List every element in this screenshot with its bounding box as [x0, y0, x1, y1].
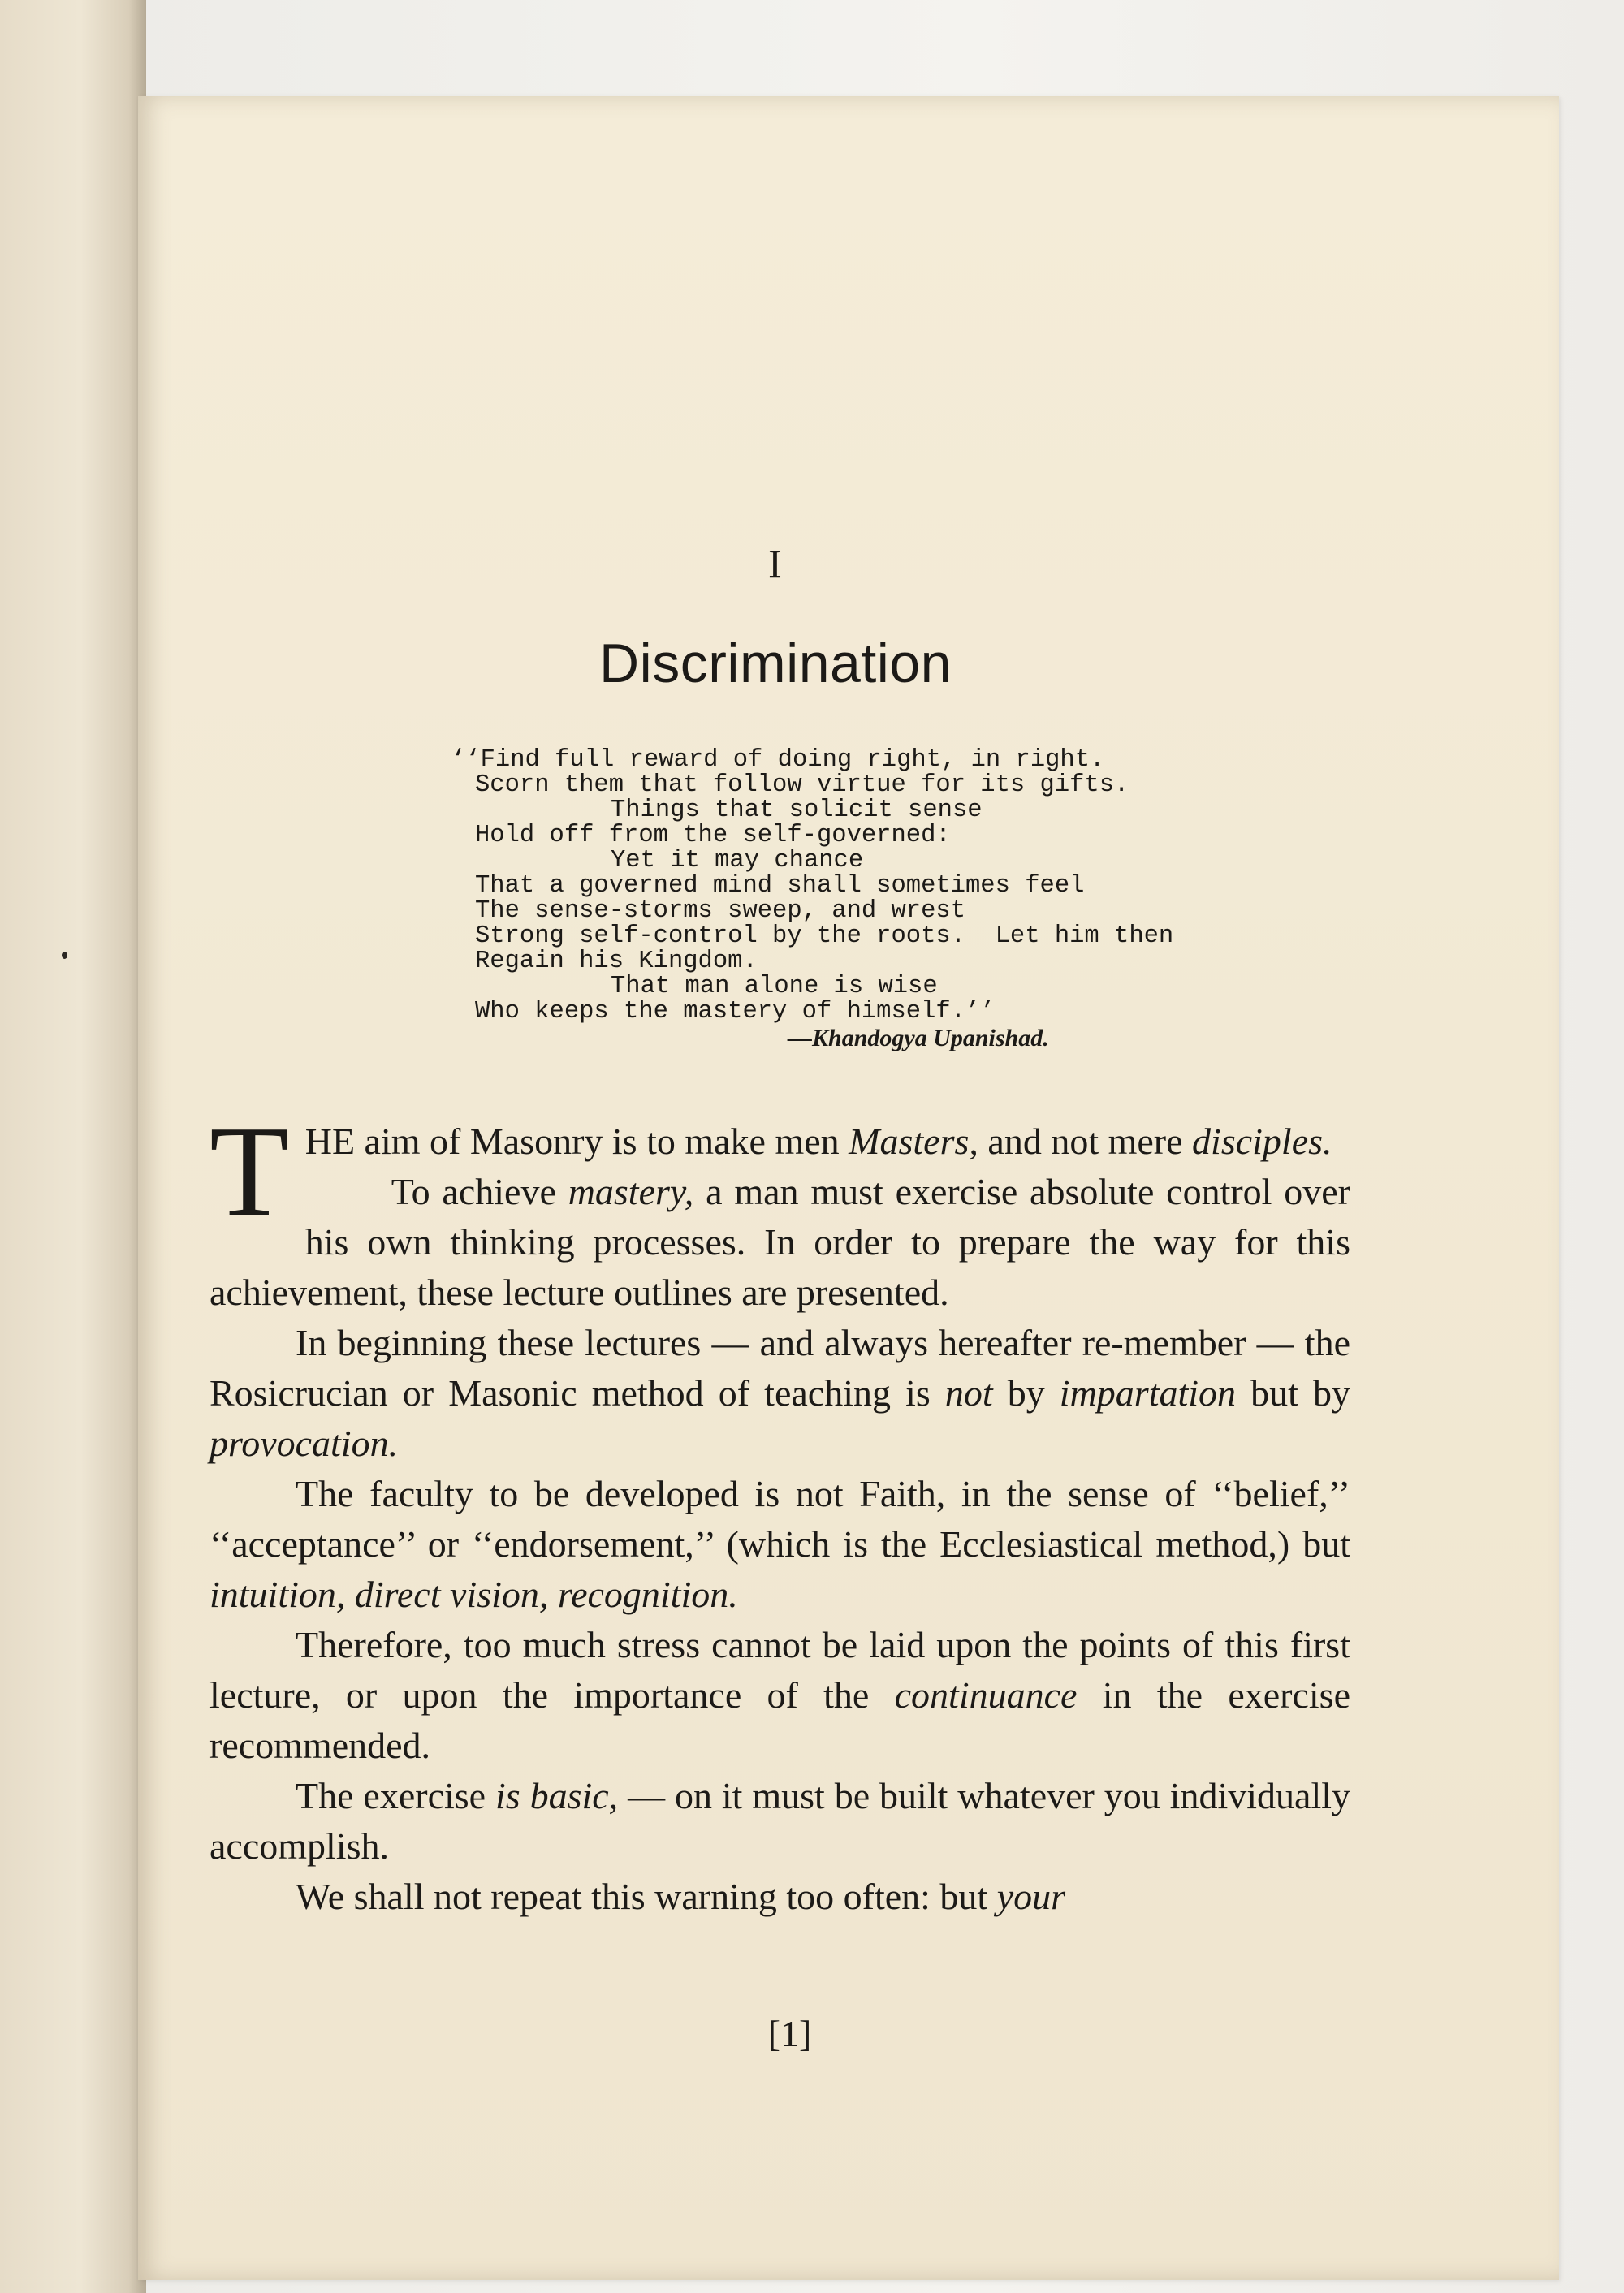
paragraph	[209, 1318, 1350, 1469]
epigraph-attribution: —Khandogya Upanishad.	[788, 1025, 1049, 1051]
text-run: The faculty to be developed is not Faith, in the sense of ‘‘belief,’’ ‘‘acceptance’’ or ‘‘endorsement,’’ (which is the Ecclesiastical method,) but	[209, 1473, 1350, 1565]
paragraph	[209, 1167, 1350, 1318]
italic-text: not	[944, 1372, 993, 1414]
text-run: in the exercise recommended.	[209, 1674, 1350, 1766]
epigraph-line: ‘‘Find full reward of doing right, in right.	[451, 746, 1105, 774]
text-run: HE aim of Masonry is to make men	[304, 1121, 849, 1162]
paragraph	[209, 1771, 1350, 1872]
epigraph-line: Regain his Kingdom.	[475, 948, 758, 975]
italic-text: is basic,	[495, 1775, 619, 1816]
epigraph-line: Hold off from the self-governed:	[475, 822, 951, 849]
epigraph-line: Who keeps the mastery of himself.’’	[475, 998, 996, 1026]
italic-text: disciples.	[1192, 1121, 1332, 1162]
epigraph-line: That man alone is wise	[611, 973, 938, 1000]
paragraph	[209, 1620, 1350, 1771]
italic-text: continuance	[894, 1674, 1078, 1716]
chapter-number: I	[768, 541, 783, 586]
text-run: To achieve	[391, 1171, 568, 1212]
text-run: but by	[1236, 1372, 1350, 1414]
body-text	[209, 1099, 1350, 1922]
text-run: and not mere	[978, 1121, 1193, 1162]
epigraph-line: Scorn them that follow virtue for its gifts.	[475, 771, 1129, 799]
chapter-title: Discrimination	[599, 633, 952, 694]
left-page-edge	[0, 0, 146, 2293]
ink-speck	[62, 952, 67, 959]
epigraph-line: Things that solicit sense	[611, 797, 983, 824]
italic-text: intuition, direct vision, recognition.	[209, 1574, 738, 1615]
paragraph	[209, 1872, 1350, 1922]
text-run: We shall not repeat this warning too often: but	[296, 1876, 997, 1917]
epigraph-line: Yet it may chance	[611, 847, 864, 874]
text-run: The exercise	[296, 1775, 495, 1816]
italic-text: impartation	[1059, 1372, 1237, 1414]
text-run: In beginning these lectures — and always hereafter re-member — the Rosicrucian or Masonic method of teaching is	[209, 1322, 1350, 1414]
italic-text: Masters,	[849, 1121, 978, 1162]
italic-text: your	[996, 1876, 1066, 1917]
text-run: by	[992, 1372, 1060, 1414]
epigraph-line: That a governed mind shall sometimes feel	[475, 872, 1085, 900]
drop-cap: T	[209, 1099, 289, 1243]
epigraph-line: The sense-storms sweep, and wrest	[475, 897, 965, 925]
epigraph-line: Strong self-control by the roots. Let him then	[475, 922, 1174, 950]
text-run: a man must exercise absolute control over his own thinking processes. In order to prepare the way for this achievement, these lecture outlines are presented.	[209, 1171, 1350, 1313]
paragraph	[209, 1469, 1350, 1620]
page-number: [1]	[767, 2013, 812, 2054]
text-run: Therefore, too much stress cannot be laid upon the points of this first lecture, or upon the importance of the	[209, 1624, 1350, 1716]
italic-text: mastery,	[568, 1171, 694, 1212]
italic-text: provocation.	[209, 1423, 399, 1464]
text-run: — on it must be built whatever you individually accomplish.	[209, 1775, 1350, 1867]
epigraph	[451, 746, 1174, 1026]
